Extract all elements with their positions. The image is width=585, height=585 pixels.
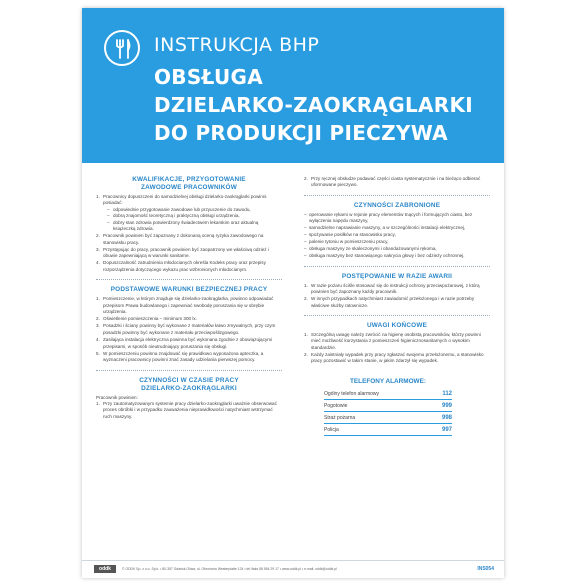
phone-number: 112 xyxy=(442,391,452,398)
instruction-title xyxy=(154,63,494,147)
section-title: CZYNNOŚCI ZABRONIONE xyxy=(353,201,441,209)
list-item: Oświetlenie pomieszczenia – minimum 300 lx. xyxy=(103,316,197,322)
list-item: – operowanie rękami w rejonie pracy elementów tnących i formujących ciasto, bez wyłączenia napędu maszyny, xyxy=(304,212,490,225)
section-intro: Pracownik powinien: xyxy=(96,394,138,400)
list-item: Pracownik powinien być zapoznany z dokonaną oceną ryzyka zawodowego na stanowisku pracy. xyxy=(103,233,264,245)
list-item: Dopuszczalność zatrudnienia młodocianych określa Kodeks pracy oraz przepisy rozporządzenia dotyczącego wykazu prac wzbronionych młodocianym. xyxy=(103,260,266,272)
footer-address: © ODDK Sp. z o.o. Sp.k. • 80-357 Gdańsk-Oliwa, ul. Obrońców Westerplatte 124 • tel./faks 58 554 29 17 • www.oddk.pl • e-mail: oddk@oddk.pl xyxy=(122,567,337,571)
list-item: W pomieszczeniu powinna znajdować się prawidłowo wyposażona apteczka, a wyznaczeni pracownicy powinni znać zasady udzielania pierwszej pomocy. xyxy=(103,350,264,363)
title-line: DZIELARKO-ZAOKRĄGLARKI xyxy=(154,93,474,117)
phone-number: 997 xyxy=(441,427,452,433)
phone-label: Ogólny telefon alarmowy xyxy=(324,391,380,398)
phone-row xyxy=(324,388,452,400)
list-item: Przystępując do pracy, pracownik powinien być zaopatrzony we właściwą odzież i obuwie zapewniającą w warunki sanitarne. xyxy=(103,246,269,259)
section-divider xyxy=(96,370,282,371)
work-activities-list xyxy=(96,401,282,420)
document-code: INS054 xyxy=(477,566,494,572)
section-divider xyxy=(304,315,490,316)
list-item: – obsługa maszyny bez stanowiącego nakrycia głowy i bez odzieży ochronnej. xyxy=(304,253,490,259)
sub-list-item: – dobrą znajomość teoretyczną i praktyczną obsługi urządzenia, xyxy=(103,213,282,219)
qualifications-list xyxy=(96,194,282,273)
left-column xyxy=(96,176,282,421)
phone-label: Policja xyxy=(324,427,339,433)
list-item: – obsługa maszyny ze skaleczonymi i obandażowanymi rękoma, xyxy=(304,246,490,252)
footer xyxy=(82,560,504,578)
list-item: – spożywanie posiłków na stanowisku pracy, xyxy=(304,232,490,238)
list-item: Posadzki i ściany powinny być wykonane z materiałów łatwo zmywalnych, przy czym posadzki powinny być wykonane z materiału przeciwpoślizgowego. xyxy=(103,323,276,335)
phone-row xyxy=(324,400,452,412)
failure-procedure-list xyxy=(304,283,490,309)
section-divider xyxy=(304,195,490,196)
header-banner xyxy=(82,8,504,163)
fork-knife-icon xyxy=(104,30,140,66)
phone-label: Straż pożarna xyxy=(324,415,356,422)
list-item: W innych przypadkach natychmiast zawiadomić przełożonego i w razie potrzeby właściwe służby ratownicze. xyxy=(311,296,475,308)
list-item xyxy=(96,194,282,232)
instruction-subtitle: INSTRUKCJA BHP xyxy=(154,34,320,56)
phone-number: 999 xyxy=(441,403,452,410)
phone-label: Pogotowie xyxy=(324,403,348,410)
final-remarks-list xyxy=(304,332,490,365)
section-title-line: ZAWODOWE PRACOWNIKÓW xyxy=(141,184,237,191)
section-title xyxy=(96,377,282,393)
section-title-line: KWALIFIKACJE, PRZYGOTOWANIE xyxy=(132,176,246,183)
emergency-phones xyxy=(324,379,452,436)
safety-conditions-list xyxy=(96,296,282,363)
list-item: Zasilająca instalacja elektryczna powinna być wykonana zgodnie z obowiązującymi przepisami, w sposób nieutrudniający poruszania się obsługi. xyxy=(103,337,273,349)
list-item: Przy zautomatyzowanym systemie pracy dzielarko-zaokrąglarki uważnie obserwować proces obróbki i w przypadku zauważenia nieprawidłowości natychmiast wstrzymać ruch maszyny. xyxy=(103,400,277,419)
list-item: Przy ręcznej obsłudze podawać części ciasta systematycznie i na bieżąco odbierać uformowane pieczywo. xyxy=(311,176,481,188)
title-line: OBSŁUGA xyxy=(154,65,264,89)
instruction-sheet xyxy=(82,8,504,578)
section-title: PODSTAWOWE WARUNKI BEZPIECZNEJ PRACY xyxy=(110,286,268,294)
list-item: Pomieszczenie, w którym znajduje się dzielarko-zaokrąglarka, powinno odpowiadać przepisom Prawa budowlanego i zapewniać swobodę poruszania się w obrębie urządzenia. xyxy=(103,296,274,315)
list-item: – palenie tytoniu w pomieszczeniu pracy, xyxy=(304,239,490,245)
list-item-text: Pracownicy dopuszczeni do samodzielnej obsługi dzielarko-zaokrąglarki powinni posiadać: xyxy=(103,194,267,206)
section-title-line: CZYNNOŚCI W CZASIE PRACY xyxy=(139,376,239,384)
sub-list-item: – dobry stan zdrowia potwierdzony świadectwem lekarskim oraz aktualną książeczką zdrowia. xyxy=(103,220,282,233)
work-activities-list-cont xyxy=(304,176,490,189)
phone-row xyxy=(324,424,452,436)
content-body xyxy=(82,176,504,556)
phone-number: 998 xyxy=(441,415,452,422)
list-item: Szczególną uwagę należy zwrócić na higienę osobistą pracowników, którzy powinni mieć możliwość korzystania z pomieszczeń higienicznosanitarnych o wysokim standardzie. xyxy=(311,332,481,350)
forbidden-list xyxy=(304,212,490,260)
section-title: POSTĘPOWANIE W RAZIE AWARII xyxy=(341,272,453,280)
list-item: Każdy zaistniały wypadek przy pracy zgłaszać swojemu przełożonemu, a stanowisko pracy pozostawić w takim stanie, w jakim zdarzył się wypadek. xyxy=(311,352,484,364)
section-title xyxy=(96,176,282,192)
right-column xyxy=(304,176,490,436)
list-item: – samodzielne naprawianie maszyny, a w szczególności instalacji elektrycznej, xyxy=(304,225,490,231)
phones-title: TELEFONY ALARMOWE: xyxy=(350,377,426,385)
phone-row xyxy=(324,412,452,424)
section-title-line: DZIELARKO-ZAOKRĄGLARKI xyxy=(141,384,237,392)
title-line: DO PRODUKCJI PIECZYWA xyxy=(154,121,448,145)
list-item: W razie pożaru ściśle stosować się do instrukcji ochrony przeciwpożarowej, z którą powinien być zapoznany każdy pracownik. xyxy=(311,282,480,295)
brand-logo: oddk xyxy=(94,565,116,573)
sub-list-item: – odpowiednie przygotowanie zawodowe lub przyuczenie do zawodu, xyxy=(103,207,282,213)
section-divider xyxy=(304,266,490,267)
sub-list xyxy=(103,207,282,233)
section-title: UWAGI KOŃCOWE xyxy=(366,322,428,330)
section-divider xyxy=(96,279,282,280)
